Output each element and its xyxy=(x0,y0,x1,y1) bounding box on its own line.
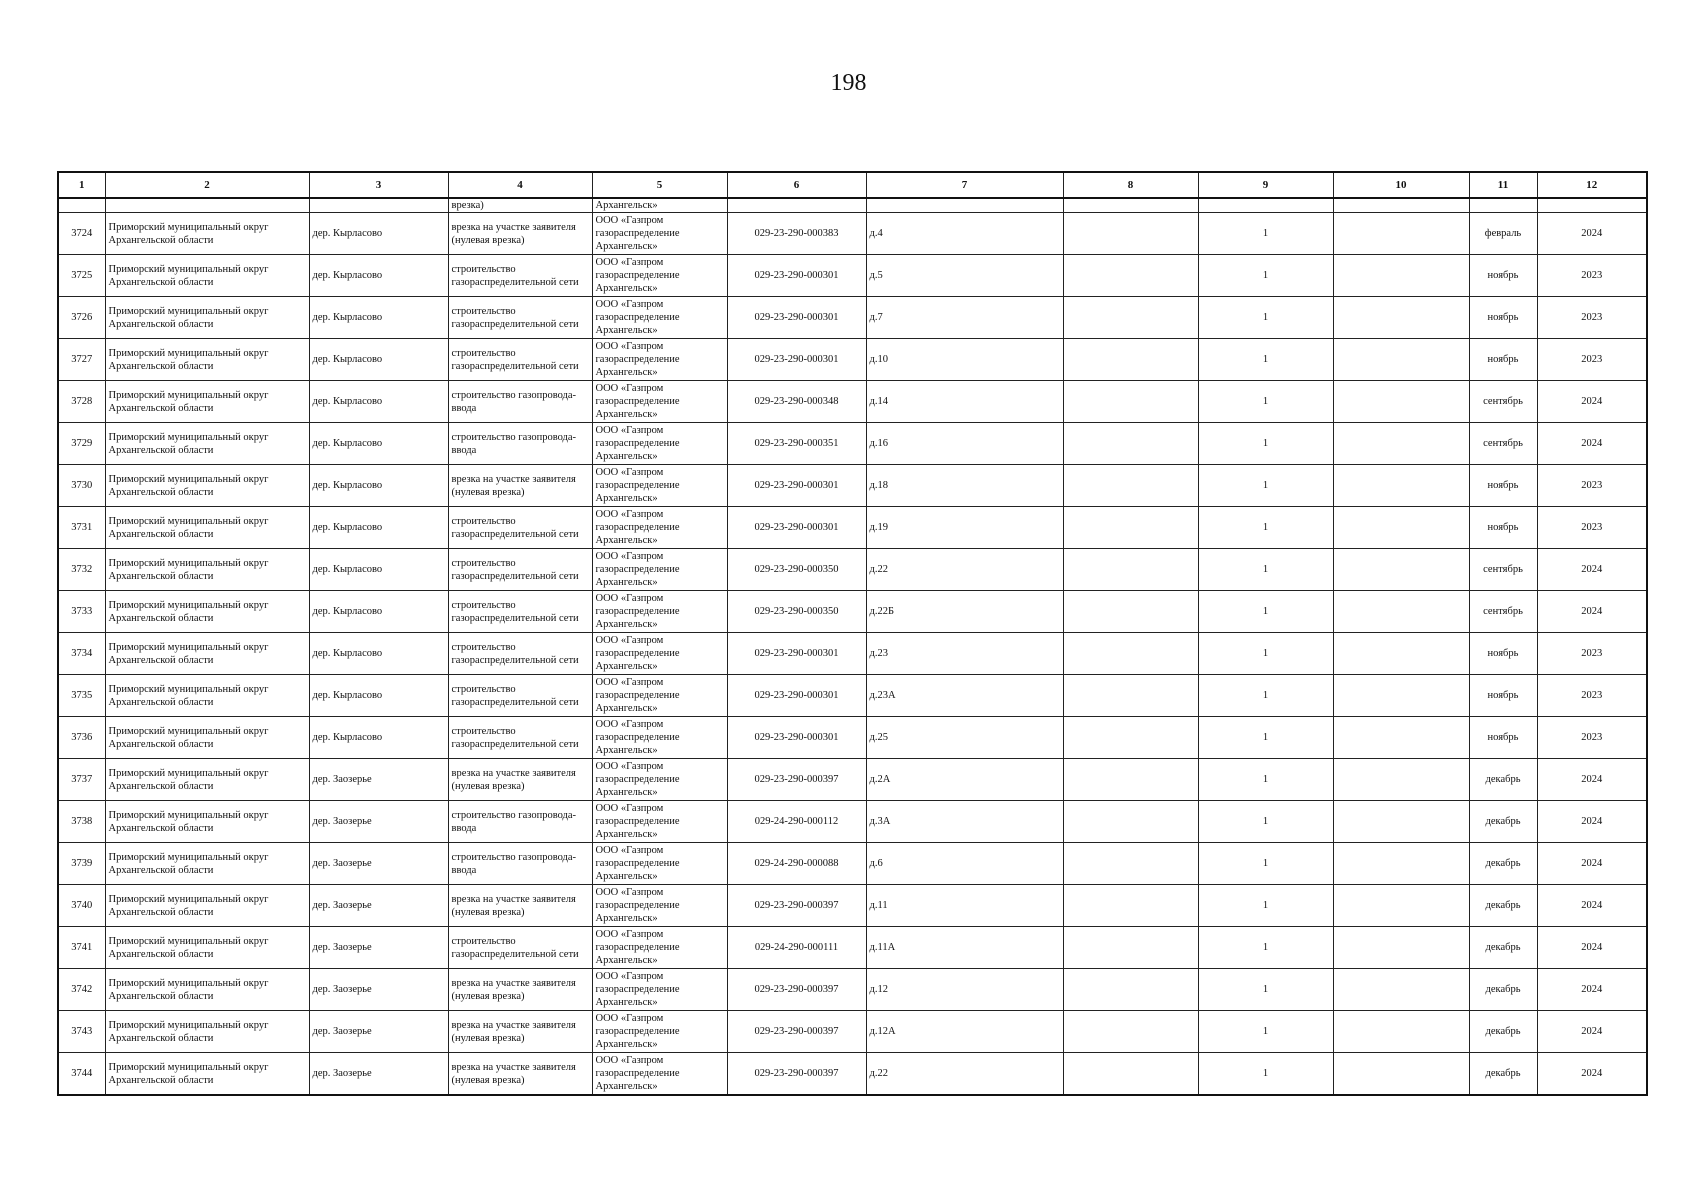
table-cell: д.11А xyxy=(866,927,1063,969)
table-cell: ООО «Газпром газораспределение Архангельск» xyxy=(592,1011,727,1053)
table-cell: дер. Заозерье xyxy=(309,969,448,1011)
table-cell: ООО «Газпром газораспределение Архангельск» xyxy=(592,381,727,423)
table-cell: 3726 xyxy=(58,297,105,339)
table-cell: ООО «Газпром газораспределение Архангельск» xyxy=(592,885,727,927)
table-cell: 3725 xyxy=(58,255,105,297)
table-row xyxy=(58,381,1647,423)
col-header: 9 xyxy=(1198,172,1333,198)
col-header: 4 xyxy=(448,172,592,198)
table-cell: сентябрь xyxy=(1469,549,1537,591)
table-cell: декабрь xyxy=(1469,801,1537,843)
table-cell: 3731 xyxy=(58,507,105,549)
table-cell: ООО «Газпром газораспределение Архангельск» xyxy=(592,549,727,591)
table-cell xyxy=(1063,675,1198,717)
col-header: 2 xyxy=(105,172,309,198)
table-cell xyxy=(1333,717,1469,759)
table-cell: 2023 xyxy=(1537,507,1647,549)
table-cell: ООО «Газпром газораспределение Архангельск» xyxy=(592,801,727,843)
table-cell: 029-23-290-000397 xyxy=(727,885,866,927)
table-cell xyxy=(1333,1011,1469,1053)
table-row xyxy=(58,633,1647,675)
table-cell: декабрь xyxy=(1469,885,1537,927)
table-cell: д.14 xyxy=(866,381,1063,423)
table-cell: д.22 xyxy=(866,1053,1063,1096)
table-cell: ООО «Газпром газораспределение Архангельск» xyxy=(592,927,727,969)
table-cell xyxy=(1063,759,1198,801)
table-cell: ООО «Газпром газораспределение Архангельск» xyxy=(592,633,727,675)
table-cell: Приморский муниципальный округ Архангельской области xyxy=(105,1053,309,1096)
table-cell: д.19 xyxy=(866,507,1063,549)
table-row xyxy=(58,591,1647,633)
table-cell: 029-23-290-000301 xyxy=(727,255,866,297)
table-cell xyxy=(1063,591,1198,633)
table-cell: Приморский муниципальный округ Архангельской области xyxy=(105,843,309,885)
table-cell: 1 xyxy=(1198,633,1333,675)
table-cell: строительство газораспределительной сети xyxy=(448,549,592,591)
table-cell: 2024 xyxy=(1537,381,1647,423)
table-row xyxy=(58,339,1647,381)
table-cell: ноябрь xyxy=(1469,633,1537,675)
table-cell: дер. Кырласово xyxy=(309,591,448,633)
table-cell: 3740 xyxy=(58,885,105,927)
table-cell xyxy=(1063,423,1198,465)
table-cell: 2024 xyxy=(1537,969,1647,1011)
table-cell: 1 xyxy=(1198,717,1333,759)
table-cell: 029-23-290-000350 xyxy=(727,549,866,591)
table-cell: 3727 xyxy=(58,339,105,381)
table-cell: врезка на участке заявителя (нулевая врезка) xyxy=(448,885,592,927)
table-cell: 1 xyxy=(1198,843,1333,885)
table-row xyxy=(58,507,1647,549)
table-cell xyxy=(1063,801,1198,843)
table-cell: 3738 xyxy=(58,801,105,843)
table-cell: 3741 xyxy=(58,927,105,969)
table-cell: Приморский муниципальный округ Архангельской области xyxy=(105,717,309,759)
table-cell: Приморский муниципальный округ Архангельской области xyxy=(105,507,309,549)
table-cell: 2024 xyxy=(1537,591,1647,633)
table-row xyxy=(58,885,1647,927)
table-cell: 029-23-290-000397 xyxy=(727,1053,866,1096)
table-cell: ноябрь xyxy=(1469,507,1537,549)
table-cell: Приморский муниципальный округ Архангельской области xyxy=(105,633,309,675)
table-cell xyxy=(1063,255,1198,297)
table-cell: д.3А xyxy=(866,801,1063,843)
table-cell: 029-23-290-000351 xyxy=(727,423,866,465)
table-cell: февраль xyxy=(1469,213,1537,255)
col-header: 12 xyxy=(1537,172,1647,198)
table-row xyxy=(58,801,1647,843)
table-cell: ООО «Газпром газораспределение Архангельск» xyxy=(592,591,727,633)
table-cell: 029-24-290-000088 xyxy=(727,843,866,885)
table-cell: д.2А xyxy=(866,759,1063,801)
table-cell xyxy=(1063,969,1198,1011)
table-cell: 029-23-290-000383 xyxy=(727,213,866,255)
table-cell: 2024 xyxy=(1537,213,1647,255)
table-cell: 2024 xyxy=(1537,549,1647,591)
table-cell xyxy=(1333,1053,1469,1096)
table-cell: дер. Кырласово xyxy=(309,507,448,549)
table-cell: 2024 xyxy=(1537,885,1647,927)
col-header: 10 xyxy=(1333,172,1469,198)
table-cell: 3737 xyxy=(58,759,105,801)
table-cell: ноябрь xyxy=(1469,255,1537,297)
table-cell: Приморский муниципальный округ Архангельской области xyxy=(105,465,309,507)
table-cell: дер. Кырласово xyxy=(309,255,448,297)
table-cell xyxy=(1333,885,1469,927)
table-cell: Приморский муниципальный округ Архангельской области xyxy=(105,381,309,423)
table-row xyxy=(58,927,1647,969)
table-cell: Приморский муниципальный округ Архангельской области xyxy=(105,297,309,339)
table-cell: строительство газораспределительной сети xyxy=(448,717,592,759)
page-number: 198 xyxy=(830,70,867,96)
table-cell: 3744 xyxy=(58,1053,105,1096)
table-cell: ООО «Газпром газораспределение Архангельск» xyxy=(592,339,727,381)
table-cell: 3736 xyxy=(58,717,105,759)
table-cell: дер. Кырласово xyxy=(309,297,448,339)
table-cell: сентябрь xyxy=(1469,423,1537,465)
table-cell: ООО «Газпром газораспределение Архангельск» xyxy=(592,969,727,1011)
table-cell: врезка на участке заявителя (нулевая врезка) xyxy=(448,213,592,255)
table-cell: 1 xyxy=(1198,549,1333,591)
table-cell xyxy=(1063,339,1198,381)
col-header: 7 xyxy=(866,172,1063,198)
col-header: 6 xyxy=(727,172,866,198)
table-cell xyxy=(1333,507,1469,549)
col-header: 1 xyxy=(58,172,105,198)
table-cell: дер. Кырласово xyxy=(309,423,448,465)
table-cell: декабрь xyxy=(1469,843,1537,885)
table-cell xyxy=(1063,717,1198,759)
table-row xyxy=(58,423,1647,465)
table-cell xyxy=(1333,675,1469,717)
table-cell: 2023 xyxy=(1537,465,1647,507)
table-cell: 1 xyxy=(1198,213,1333,255)
table-cell: 029-23-290-000301 xyxy=(727,675,866,717)
table-cell: 3743 xyxy=(58,1011,105,1053)
table-cell: 029-23-290-000301 xyxy=(727,717,866,759)
table-row xyxy=(58,969,1647,1011)
table-row xyxy=(58,1011,1647,1053)
table-cell: 029-24-290-000111 xyxy=(727,927,866,969)
table-cell: д.22 xyxy=(866,549,1063,591)
table-cell: ООО «Газпром газораспределение Архангельск» xyxy=(592,759,727,801)
table-cell: декабрь xyxy=(1469,759,1537,801)
table-cell: 2024 xyxy=(1537,759,1647,801)
table-cell xyxy=(1063,927,1198,969)
table-cell: д.6 xyxy=(866,843,1063,885)
table-cell: декабрь xyxy=(1469,1053,1537,1096)
col-header: 8 xyxy=(1063,172,1198,198)
table-cell: дер. Кырласово xyxy=(309,717,448,759)
table-cell: д.7 xyxy=(866,297,1063,339)
table-cell xyxy=(1063,885,1198,927)
table-row xyxy=(58,1053,1647,1096)
table-cell: дер. Заозерье xyxy=(309,843,448,885)
table-cell: дер. Кырласово xyxy=(309,213,448,255)
table-cell: Приморский муниципальный округ Архангельской области xyxy=(105,759,309,801)
table-cell: дер. Кырласово xyxy=(309,339,448,381)
table-cell: 029-23-290-000301 xyxy=(727,633,866,675)
table-cell: ООО «Газпром газораспределение Архангельск» xyxy=(592,1053,727,1096)
table-cell: врезка на участке заявителя (нулевая врезка) xyxy=(448,465,592,507)
table-cell: строительство газопровода-ввода xyxy=(448,801,592,843)
table-cell: 3739 xyxy=(58,843,105,885)
table-cell xyxy=(1333,591,1469,633)
table-cell: дер. Заозерье xyxy=(309,801,448,843)
table-cell xyxy=(1333,633,1469,675)
table-cell: 029-24-290-000112 xyxy=(727,801,866,843)
table-cell: 3733 xyxy=(58,591,105,633)
header-row xyxy=(58,172,1647,198)
table-cell: декабрь xyxy=(1469,1011,1537,1053)
table-cell: 2023 xyxy=(1537,339,1647,381)
table-cell xyxy=(1063,549,1198,591)
table-cell xyxy=(1333,969,1469,1011)
table-cell xyxy=(1333,927,1469,969)
table-cell: дер. Заозерье xyxy=(309,759,448,801)
table-cell: 3730 xyxy=(58,465,105,507)
table-cell: строительство газораспределительной сети xyxy=(448,633,592,675)
table-cell: 029-23-290-000397 xyxy=(727,1011,866,1053)
table-cell xyxy=(1063,1053,1198,1096)
col-header: 11 xyxy=(1469,172,1537,198)
col-header: 3 xyxy=(309,172,448,198)
table-cell xyxy=(1333,255,1469,297)
table-cell xyxy=(1063,297,1198,339)
table-cell: дер. Кырласово xyxy=(309,381,448,423)
continuation-cell: Архангельск» xyxy=(592,198,727,213)
table-cell xyxy=(1333,339,1469,381)
table-cell: врезка на участке заявителя (нулевая врезка) xyxy=(448,759,592,801)
table-cell xyxy=(1333,423,1469,465)
table-cell: 2024 xyxy=(1537,1011,1647,1053)
table-cell: 3729 xyxy=(58,423,105,465)
table-cell xyxy=(1333,381,1469,423)
table-cell: Приморский муниципальный округ Архангельской области xyxy=(105,969,309,1011)
continuation-cell: врезка) xyxy=(448,198,592,213)
table-cell xyxy=(1333,759,1469,801)
table-cell: 1 xyxy=(1198,423,1333,465)
table-row xyxy=(58,255,1647,297)
table-cell: 1 xyxy=(1198,591,1333,633)
table-cell: д.16 xyxy=(866,423,1063,465)
table-cell: 3735 xyxy=(58,675,105,717)
table-cell: 029-23-290-000301 xyxy=(727,465,866,507)
table-cell: дер. Кырласово xyxy=(309,633,448,675)
table-cell: 2023 xyxy=(1537,675,1647,717)
table-cell: 1 xyxy=(1198,507,1333,549)
table-row xyxy=(58,465,1647,507)
table-cell: 1 xyxy=(1198,465,1333,507)
table-cell: 2023 xyxy=(1537,633,1647,675)
table-cell xyxy=(1063,381,1198,423)
table-cell: ООО «Газпром газораспределение Архангельск» xyxy=(592,255,727,297)
table-cell: 1 xyxy=(1198,1011,1333,1053)
table-cell: дер. Кырласово xyxy=(309,549,448,591)
table-cell: строительство газораспределительной сети xyxy=(448,339,592,381)
table-cell: ООО «Газпром газораспределение Архангельск» xyxy=(592,465,727,507)
table-cell: Приморский муниципальный округ Архангельской области xyxy=(105,423,309,465)
table-cell: 2024 xyxy=(1537,423,1647,465)
table-cell: ООО «Газпром газораспределение Архангельск» xyxy=(592,213,727,255)
table-cell: д.5 xyxy=(866,255,1063,297)
continuation-row xyxy=(58,198,1647,213)
table-cell: д.11 xyxy=(866,885,1063,927)
table-cell: 029-23-290-000350 xyxy=(727,591,866,633)
table-cell: сентябрь xyxy=(1469,591,1537,633)
table-row xyxy=(58,843,1647,885)
table-cell xyxy=(1063,507,1198,549)
table-cell: ООО «Газпром газораспределение Архангельск» xyxy=(592,843,727,885)
table-cell: 1 xyxy=(1198,1053,1333,1096)
table-cell: строительство газопровода-ввода xyxy=(448,423,592,465)
table-cell: 029-23-290-000397 xyxy=(727,759,866,801)
table-cell: д.12 xyxy=(866,969,1063,1011)
table-cell: ООО «Газпром газораспределение Архангельск» xyxy=(592,297,727,339)
table-cell: 3732 xyxy=(58,549,105,591)
table-cell: декабрь xyxy=(1469,927,1537,969)
table-cell: врезка на участке заявителя (нулевая врезка) xyxy=(448,1011,592,1053)
table-cell xyxy=(1063,1011,1198,1053)
table-cell: дер. Заозерье xyxy=(309,927,448,969)
table-cell: 3742 xyxy=(58,969,105,1011)
table-cell: дер. Заозерье xyxy=(309,885,448,927)
table-cell: 029-23-290-000397 xyxy=(727,969,866,1011)
table-cell: 1 xyxy=(1198,927,1333,969)
table-row xyxy=(58,549,1647,591)
table-cell: строительство газопровода-ввода xyxy=(448,843,592,885)
table-cell: 029-23-290-000301 xyxy=(727,339,866,381)
table-row xyxy=(58,717,1647,759)
table-cell: 2024 xyxy=(1537,843,1647,885)
table-cell xyxy=(1333,297,1469,339)
table-cell: дер. Заозерье xyxy=(309,1011,448,1053)
table-cell: Приморский муниципальный округ Архангельской области xyxy=(105,801,309,843)
table-cell: 3728 xyxy=(58,381,105,423)
table-cell: д.23А xyxy=(866,675,1063,717)
table-cell: д.23 xyxy=(866,633,1063,675)
table-cell: ноябрь xyxy=(1469,297,1537,339)
table-cell: сентябрь xyxy=(1469,381,1537,423)
table-cell: дер. Кырласово xyxy=(309,465,448,507)
table-cell: 1 xyxy=(1198,381,1333,423)
table-cell xyxy=(1333,801,1469,843)
table-cell xyxy=(1063,213,1198,255)
table-cell: 1 xyxy=(1198,969,1333,1011)
table-cell: д.10 xyxy=(866,339,1063,381)
table-cell: декабрь xyxy=(1469,969,1537,1011)
table-cell: д.18 xyxy=(866,465,1063,507)
table-cell: Приморский муниципальный округ Архангельской области xyxy=(105,1011,309,1053)
table-cell xyxy=(1063,633,1198,675)
table-cell: 1 xyxy=(1198,297,1333,339)
table-cell: строительство газораспределительной сети xyxy=(448,255,592,297)
table-cell: строительство газораспределительной сети xyxy=(448,297,592,339)
table-cell: Приморский муниципальный округ Архангельской области xyxy=(105,549,309,591)
table-cell xyxy=(1063,843,1198,885)
table-cell xyxy=(1333,843,1469,885)
data-table xyxy=(57,171,1648,1096)
table-cell: 2024 xyxy=(1537,927,1647,969)
table-cell: ООО «Газпром газораспределение Архангельск» xyxy=(592,423,727,465)
table-cell: 2023 xyxy=(1537,297,1647,339)
table-cell: Приморский муниципальный округ Архангельской области xyxy=(105,339,309,381)
table-cell: 1 xyxy=(1198,255,1333,297)
table-cell: ноябрь xyxy=(1469,465,1537,507)
table-cell: Приморский муниципальный округ Архангельской области xyxy=(105,591,309,633)
table-cell: строительство газопровода-ввода xyxy=(448,381,592,423)
table-row xyxy=(58,759,1647,801)
table-cell: 2024 xyxy=(1537,1053,1647,1096)
table-cell: врезка на участке заявителя (нулевая врезка) xyxy=(448,1053,592,1096)
table-cell: строительство газораспределительной сети xyxy=(448,927,592,969)
table-cell: 2024 xyxy=(1537,801,1647,843)
table-cell: д.25 xyxy=(866,717,1063,759)
table-cell: ООО «Газпром газораспределение Архангельск» xyxy=(592,675,727,717)
table-cell: строительство газораспределительной сети xyxy=(448,591,592,633)
table-cell: д.4 xyxy=(866,213,1063,255)
table-cell: 029-23-290-000301 xyxy=(727,297,866,339)
table-cell: Приморский муниципальный округ Архангельской области xyxy=(105,255,309,297)
table-cell: Приморский муниципальный округ Архангельской области xyxy=(105,213,309,255)
table-cell xyxy=(1063,465,1198,507)
table-row xyxy=(58,297,1647,339)
table-cell: ноябрь xyxy=(1469,717,1537,759)
table-cell: 1 xyxy=(1198,885,1333,927)
table-cell xyxy=(1333,213,1469,255)
table-cell xyxy=(1333,465,1469,507)
table-cell: 2023 xyxy=(1537,255,1647,297)
table-cell: Приморский муниципальный округ Архангельской области xyxy=(105,927,309,969)
table-cell: 1 xyxy=(1198,675,1333,717)
col-header: 5 xyxy=(592,172,727,198)
table-row xyxy=(58,213,1647,255)
table-cell: врезка на участке заявителя (нулевая врезка) xyxy=(448,969,592,1011)
table-cell: дер. Кырласово xyxy=(309,675,448,717)
table-cell: ноябрь xyxy=(1469,339,1537,381)
table-cell: 1 xyxy=(1198,801,1333,843)
table-row xyxy=(58,675,1647,717)
table-cell xyxy=(1333,549,1469,591)
table-cell: 2023 xyxy=(1537,717,1647,759)
table-cell: 3734 xyxy=(58,633,105,675)
table-cell: строительство газораспределительной сети xyxy=(448,675,592,717)
table-cell: Приморский муниципальный округ Архангельской области xyxy=(105,675,309,717)
table-cell: 029-23-290-000348 xyxy=(727,381,866,423)
table-cell: 1 xyxy=(1198,339,1333,381)
table-cell: строительство газораспределительной сети xyxy=(448,507,592,549)
table-cell: ноябрь xyxy=(1469,675,1537,717)
table-cell: дер. Заозерье xyxy=(309,1053,448,1096)
table-cell: Приморский муниципальный округ Архангельской области xyxy=(105,885,309,927)
table-cell: ООО «Газпром газораспределение Архангельск» xyxy=(592,717,727,759)
table-cell: 3724 xyxy=(58,213,105,255)
table-cell: д.22Б xyxy=(866,591,1063,633)
table-cell: 029-23-290-000301 xyxy=(727,507,866,549)
table-cell: ООО «Газпром газораспределение Архангельск» xyxy=(592,507,727,549)
table-cell: 1 xyxy=(1198,759,1333,801)
table-cell: д.12А xyxy=(866,1011,1063,1053)
